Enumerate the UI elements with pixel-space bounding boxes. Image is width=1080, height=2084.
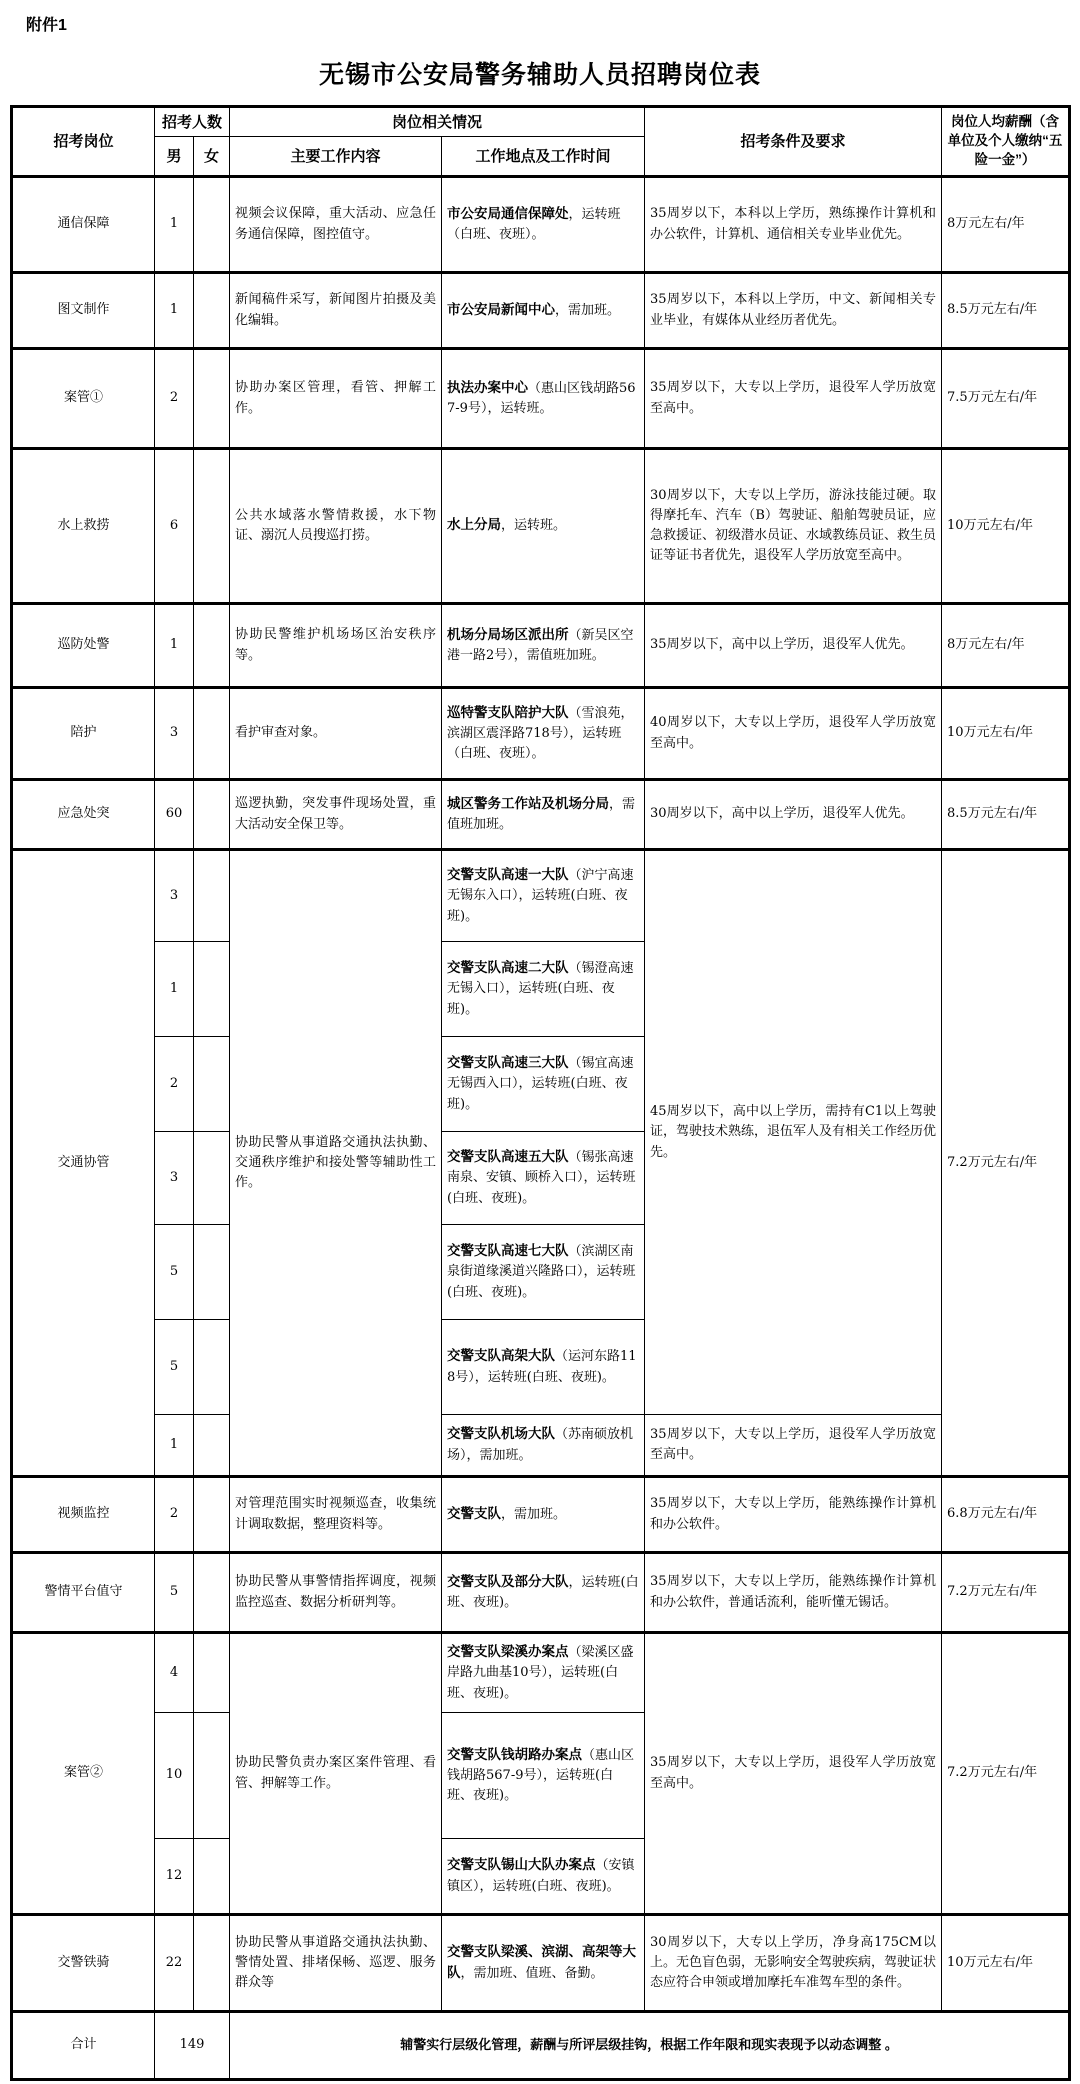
table-row xyxy=(12,1415,1070,1477)
cell-male-count: 1 xyxy=(155,1415,194,1477)
cell-male-count: 2 xyxy=(155,1037,194,1132)
cell-position: 陪护 xyxy=(12,688,155,780)
table-row xyxy=(12,1477,1070,1553)
location-detail: （滨湖区南泉街道缘溪道兴隆路口），运转班(白班、夜班)。 xyxy=(447,1244,636,1300)
cell-male-count: 4 xyxy=(155,1633,194,1713)
cell-total-note: 辅警实行层级化管理，薪酬与所评层级挂钩，根据工作年限和现实表现予以动态调整 。 xyxy=(230,2012,1070,2080)
cell-position: 案管① xyxy=(12,349,155,449)
cell-requirements: 30周岁以下，大专以上学历，游泳技能过硬。取得摩托车、汽车（B）驾驶证、船舶驾驶员证，应急救援证、初级潜水员证、水域教练员证、救生员证等证书者优先，退役军人学历放宽至高中。 xyxy=(645,449,942,604)
cell-requirements: 35周岁以下，大专以上学历，退役军人学历放宽至高中。 xyxy=(645,1415,942,1477)
cell-salary: 7.2万元左右/年 xyxy=(942,1633,1070,1915)
cell-male-count: 22 xyxy=(155,1915,194,2012)
cell-work-location xyxy=(442,1320,645,1415)
cell-salary: 8万元左右/年 xyxy=(942,604,1070,688)
cell-female-count xyxy=(194,1633,230,1713)
cell-female-count xyxy=(194,1839,230,1915)
location-detail: （雪浪苑，滨湖区震泽路718号），运转班（白班、夜班）。 xyxy=(447,705,634,762)
cell-work-location xyxy=(442,1713,645,1839)
location-name: 交警支队高速二大队 xyxy=(447,960,569,976)
table-row xyxy=(12,273,1070,349)
cell-work-content: 新闻稿件采写，新闻图片拍摄及美化编辑。 xyxy=(230,273,442,349)
cell-female-count xyxy=(194,1713,230,1839)
table-row-total xyxy=(12,2012,1070,2080)
cell-work-content: 对管理范围实时视频巡查，收集统计调取数据，整理资料等。 xyxy=(230,1477,442,1553)
location-name: 交警支队 xyxy=(447,1505,502,1521)
location-detail: （锡澄高速无锡入口），运转班(白班、夜班)。 xyxy=(447,961,634,1017)
cell-male-count: 5 xyxy=(155,1553,194,1633)
location-detail: （运河东路118号），运转班(白班、夜班)。 xyxy=(447,1349,637,1385)
location-name: 机场分局场区派出所 xyxy=(447,626,569,642)
header-male: 男 xyxy=(155,137,194,177)
header-salary: 岗位人均薪酬（含单位及个人缴纳“五险一金”） xyxy=(942,107,1070,177)
table-row xyxy=(12,850,1070,942)
cell-male-count: 10 xyxy=(155,1713,194,1839)
location-detail: （新吴区空港一路2号），需值班加班。 xyxy=(447,627,634,663)
cell-female-count xyxy=(194,273,230,349)
location-name: 交警支队高速七大队 xyxy=(447,1243,569,1259)
cell-work-location xyxy=(442,850,645,942)
location-name: 执法办案中心 xyxy=(447,379,529,395)
cell-work-location xyxy=(442,449,645,604)
location-name: 交警支队梁溪办案点 xyxy=(447,1644,569,1660)
cell-salary: 10万元左右/年 xyxy=(942,1915,1070,2012)
cell-work-location xyxy=(442,1037,645,1132)
table-row xyxy=(12,604,1070,688)
cell-requirements: 35周岁以下，大专以上学历，退役军人学历放宽至高中。 xyxy=(645,349,942,449)
cell-position: 通信保障 xyxy=(12,177,155,273)
cell-work-location xyxy=(442,604,645,688)
location-detail: （惠山区钱胡路567-9号），运转班。 xyxy=(447,380,636,416)
cell-requirements: 35周岁以下，大专以上学历，能熟练操作计算机和办公软件。 xyxy=(645,1477,942,1553)
cell-male-count: 1 xyxy=(155,273,194,349)
location-name: 交警支队及部分大队 xyxy=(447,1573,569,1589)
cell-work-content: 公共水域落水警情救援，水下物证、溺沉人员搜巡打捞。 xyxy=(230,449,442,604)
cell-salary: 7.2万元左右/年 xyxy=(942,1553,1070,1633)
header-headcount: 招考人数 xyxy=(155,107,230,137)
cell-female-count xyxy=(194,1915,230,2012)
cell-work-location xyxy=(442,1915,645,2012)
location-detail: （梁溪区盛岸路九曲基10号），运转班(白班、夜班)。 xyxy=(447,1645,634,1701)
cell-requirements: 35周岁以下，本科以上学历，中文、新闻相关专业毕业，有媒体从业经历者优先。 xyxy=(645,273,942,349)
cell-female-count xyxy=(194,688,230,780)
cell-work-location xyxy=(442,177,645,273)
cell-position: 图文制作 xyxy=(12,273,155,349)
cell-work-location xyxy=(442,1633,645,1713)
cell-male-count: 12 xyxy=(155,1839,194,1915)
location-detail: ，需加班。 xyxy=(501,1506,567,1522)
cell-work-location xyxy=(442,349,645,449)
cell-requirements: 35周岁以下，大专以上学历，能熟练操作计算机和办公软件，普通话流利，能听懂无锡话。 xyxy=(645,1553,942,1633)
cell-salary: 10万元左右/年 xyxy=(942,688,1070,780)
cell-salary: 6.8万元左右/年 xyxy=(942,1477,1070,1553)
cell-male-count: 3 xyxy=(155,850,194,942)
cell-work-content: 协助民警从事道路交通执法执勤、警情处置、排堵保畅、巡逻、服务群众等 xyxy=(230,1915,442,2012)
location-name: 水上分局 xyxy=(447,517,502,533)
location-detail: （沪宁高速无锡东入口），运转班(白班、夜班)。 xyxy=(447,868,634,924)
cell-position: 交通协管 xyxy=(12,850,155,1477)
cell-position: 水上救捞 xyxy=(12,449,155,604)
cell-requirements: 30周岁以下，大专以上学历，净身高175CM以上。无色盲色弱，无影响安全驾驶疾病，驾驶证状态应符合申领或增加摩托车准驾车型的条件。 xyxy=(645,1915,942,2012)
cell-male-count: 1 xyxy=(155,604,194,688)
cell-work-location xyxy=(442,273,645,349)
cell-male-count: 5 xyxy=(155,1225,194,1320)
table-row xyxy=(12,780,1070,850)
table-row xyxy=(12,177,1070,273)
cell-work-location xyxy=(442,1839,645,1915)
cell-female-count xyxy=(194,1132,230,1225)
cell-salary: 10万元左右/年 xyxy=(942,449,1070,604)
cell-work-location xyxy=(442,1225,645,1320)
location-detail: ，运转班（白班、夜班）。 xyxy=(447,206,621,242)
location-detail: （安镇镇区），运转班(白班、夜班)。 xyxy=(447,1858,635,1894)
cell-requirements: 45周岁以下，高中以上学历，需持有C1以上驾驶证，驾驶技术熟练，退伍军人及有相关工作经历优先。 xyxy=(645,850,942,1415)
location-detail: ，需值班加班。 xyxy=(447,796,636,832)
cell-position: 视频监控 xyxy=(12,1477,155,1553)
attachment-label: 附件1 xyxy=(26,17,67,34)
cell-male-count: 1 xyxy=(155,942,194,1037)
table-row xyxy=(12,688,1070,780)
location-detail: ，运转班。 xyxy=(501,518,567,534)
cell-male-count: 6 xyxy=(155,449,194,604)
cell-female-count xyxy=(194,604,230,688)
location-name: 巡特警支队陪护大队 xyxy=(447,704,569,720)
table-row xyxy=(12,1633,1070,1713)
cell-work-location xyxy=(442,942,645,1037)
cell-female-count xyxy=(194,850,230,942)
cell-total-count: 149 xyxy=(155,2012,230,2080)
cell-work-content: 视频会议保障，重大活动、应急任务通信保障，图控值守。 xyxy=(230,177,442,273)
cell-position: 警情平台值守 xyxy=(12,1553,155,1633)
location-name: 交警支队钱胡路办案点 xyxy=(447,1746,583,1762)
cell-requirements: 35周岁以下，本科以上学历，熟练操作计算机和办公软件，计算机、通信相关专业毕业优先。 xyxy=(645,177,942,273)
cell-male-count: 3 xyxy=(155,1132,194,1225)
location-name: 交警支队高速一大队 xyxy=(447,867,569,883)
cell-female-count xyxy=(194,780,230,850)
cell-salary: 8万元左右/年 xyxy=(942,177,1070,273)
cell-work-location xyxy=(442,1553,645,1633)
table-row xyxy=(12,349,1070,449)
cell-female-count xyxy=(194,1320,230,1415)
page-title: 无锡市公安局警务辅助人员招聘岗位表 xyxy=(318,61,761,89)
location-detail: （锡张高速南泉、安镇、顾桥入口），运转班(白班、夜班)。 xyxy=(447,1150,636,1206)
cell-requirements: 40周岁以下，大专以上学历，退役军人学历放宽至高中。 xyxy=(645,688,942,780)
cell-male-count: 2 xyxy=(155,1477,194,1553)
cell-female-count xyxy=(194,177,230,273)
cell-requirements: 35周岁以下，大专以上学历，退役军人学历放宽至高中。 xyxy=(645,1633,942,1915)
cell-salary: 7.2万元左右/年 xyxy=(942,850,1070,1477)
cell-female-count xyxy=(194,942,230,1037)
cell-work-content: 协助民警从事道路交通执法执勤、交通秩序维护和接处警等辅助性工作。 xyxy=(230,850,442,1477)
cell-position: 交警铁骑 xyxy=(12,1915,155,2012)
cell-salary: 7.5万元左右/年 xyxy=(942,349,1070,449)
location-name: 市公安局新闻中心 xyxy=(447,301,556,317)
location-name: 交警支队高架大队 xyxy=(447,1348,556,1364)
cell-work-content: 看护审查对象。 xyxy=(230,688,442,780)
cell-salary: 8.5万元左右/年 xyxy=(942,273,1070,349)
cell-female-count xyxy=(194,449,230,604)
cell-requirements: 30周岁以下，高中以上学历，退役军人优先。 xyxy=(645,780,942,850)
location-detail: ，需加班。 xyxy=(555,302,621,318)
cell-female-count xyxy=(194,349,230,449)
location-detail: （苏南硕放机场），需加班。 xyxy=(447,1427,634,1463)
header-requirements: 招考条件及要求 xyxy=(645,107,942,177)
location-name: 交警支队机场大队 xyxy=(447,1426,556,1442)
header-related-info: 岗位相关情况 xyxy=(230,107,645,137)
header-work-location: 工作地点及工作时间 xyxy=(442,137,645,177)
location-detail: ，运转班(白班、夜班)。 xyxy=(447,1574,639,1610)
cell-work-location xyxy=(442,1132,645,1225)
cell-male-count: 2 xyxy=(155,349,194,449)
cell-male-count: 5 xyxy=(155,1320,194,1415)
cell-female-count xyxy=(194,1477,230,1553)
cell-position: 案管② xyxy=(12,1633,155,1915)
header-position: 招考岗位 xyxy=(12,107,155,177)
cell-work-location xyxy=(442,1415,645,1477)
cell-position: 巡防处警 xyxy=(12,604,155,688)
cell-female-count xyxy=(194,1553,230,1633)
cell-salary: 8.5万元左右/年 xyxy=(942,780,1070,850)
cell-female-count xyxy=(194,1415,230,1477)
cell-work-content: 协助民警负责办案区案件管理、看管、押解等工作。 xyxy=(230,1633,442,1915)
location-name: 交警支队高速三大队 xyxy=(447,1055,569,1071)
cell-female-count xyxy=(194,1225,230,1320)
cell-work-content: 协助民警从事警情指挥调度，视频监控巡查、数据分析研判等。 xyxy=(230,1553,442,1633)
cell-work-content: 巡逻执勤，突发事件现场处置，重大活动安全保卫等。 xyxy=(230,780,442,850)
cell-male-count: 3 xyxy=(155,688,194,780)
cell-work-content: 协助办案区管理，看管、押解工作。 xyxy=(230,349,442,449)
cell-work-location xyxy=(442,688,645,780)
cell-male-count: 60 xyxy=(155,780,194,850)
cell-male-count: 1 xyxy=(155,177,194,273)
cell-total-label: 合计 xyxy=(12,2012,155,2080)
location-name: 市公安局通信保障处 xyxy=(447,205,569,221)
cell-female-count xyxy=(194,1037,230,1132)
cell-work-location xyxy=(442,780,645,850)
location-name: 交警支队高速五大队 xyxy=(447,1149,569,1165)
location-name: 交警支队梁溪、滨湖、高架等大队 xyxy=(447,1943,637,1980)
header-female: 女 xyxy=(194,137,230,177)
table-row xyxy=(12,1553,1070,1633)
location-detail: （锡宜高速无锡西入口），运转班(白班、夜班)。 xyxy=(447,1056,634,1112)
table-row xyxy=(12,449,1070,604)
cell-position: 应急处突 xyxy=(12,780,155,850)
cell-requirements: 35周岁以下，高中以上学历，退役军人优先。 xyxy=(645,604,942,688)
location-name: 城区警务工作站及机场分局 xyxy=(447,795,610,811)
location-detail: （惠山区钱胡路567-9号），运转班(白班、夜班)。 xyxy=(447,1747,635,1804)
location-name: 交警支队锡山大队办案点 xyxy=(447,1857,596,1873)
cell-work-content: 协助民警维护机场场区治安秩序等。 xyxy=(230,604,442,688)
header-work-content: 主要工作内容 xyxy=(230,137,442,177)
table-row xyxy=(12,1915,1070,2012)
location-detail: ，需加班、值班、备勤。 xyxy=(460,1966,604,1981)
cell-work-location xyxy=(442,1477,645,1553)
recruitment-table xyxy=(10,105,1071,2081)
